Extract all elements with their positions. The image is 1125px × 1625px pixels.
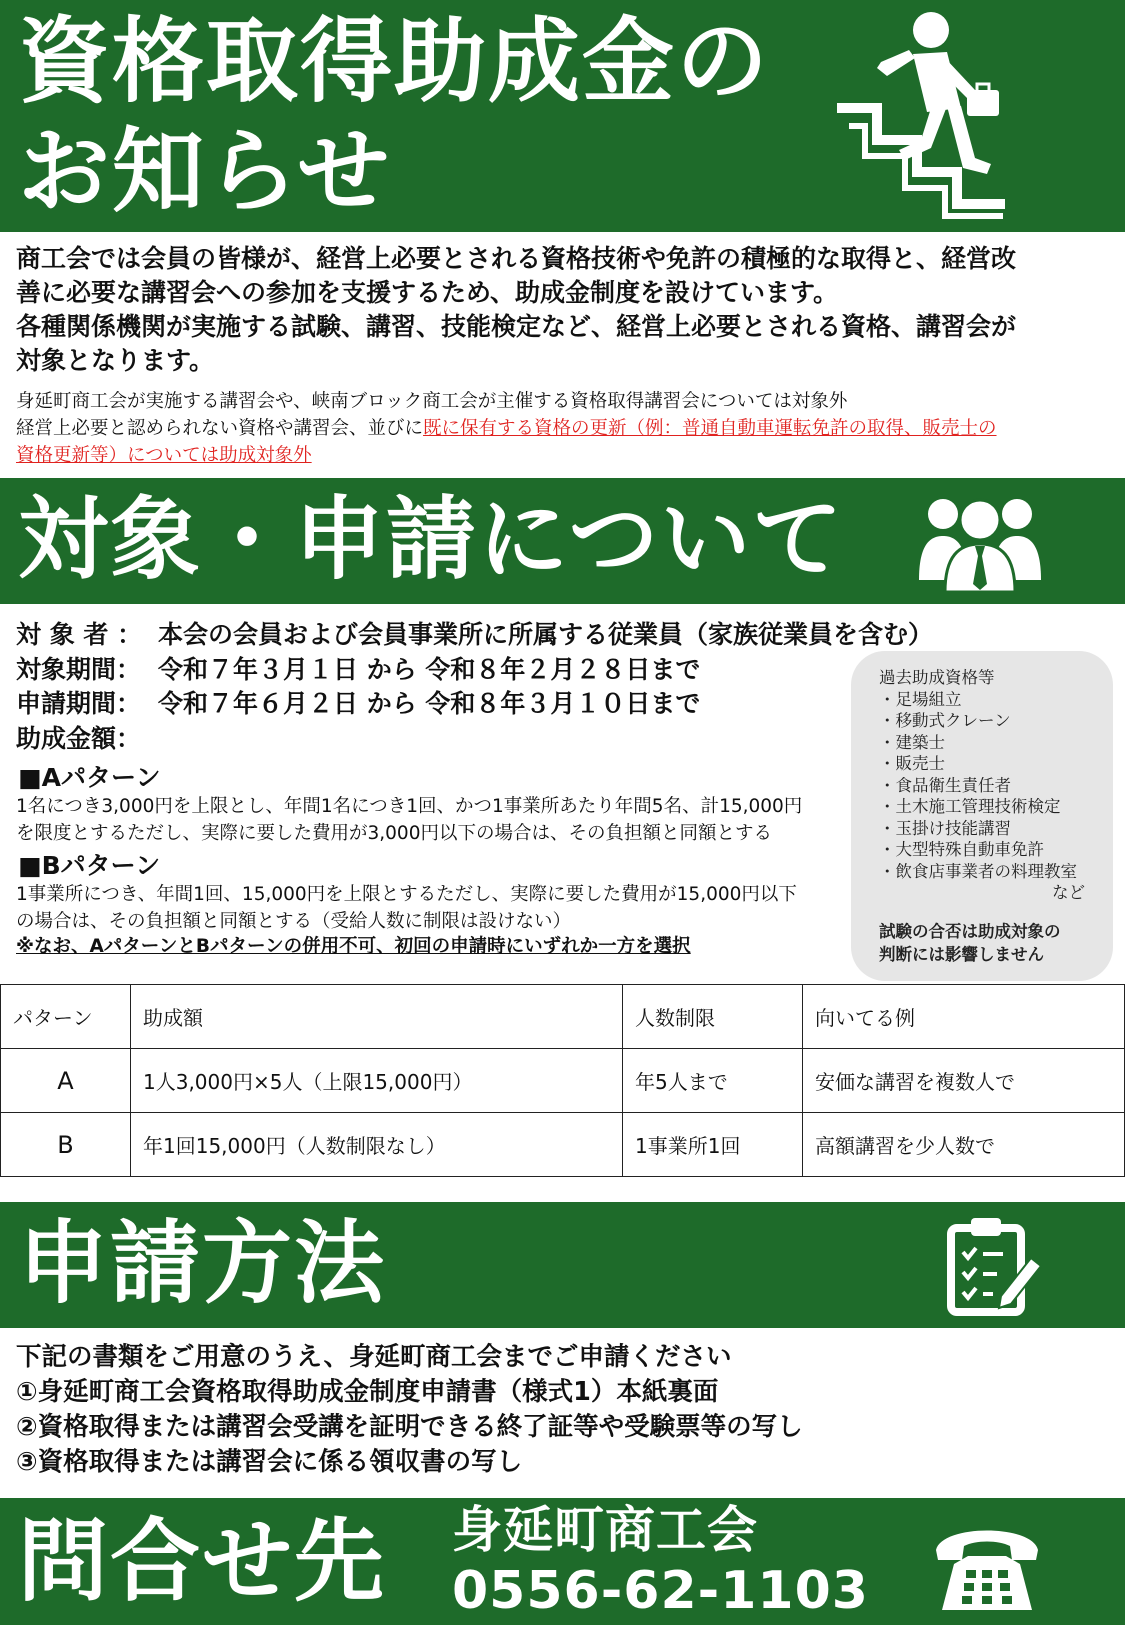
- pattern-b-text: [16, 881, 856, 935]
- period-value: 令和７年３月１日 から 令和８年２月２８日まで: [158, 654, 701, 684]
- stair-climbing-businessman-icon: [835, 8, 1035, 220]
- pattern-a-text: [16, 793, 856, 847]
- note-red-text: 既に保有する資格の更新（例：普通自動車運転免許の取得、販売士の: [423, 418, 997, 439]
- pattern-b-line: 1事業所につき、年間1回、15,000円を上限とするただし、実際に要した費用が15,000円以下: [16, 884, 797, 905]
- pattern-a-title: ■Aパターン: [18, 763, 161, 792]
- table-cell: 1事業所1回: [623, 1113, 803, 1177]
- section-title-method: 申請方法: [18, 1211, 386, 1316]
- page-title-line1: 資格取得助成金の: [18, 8, 771, 115]
- table-cell: 高額講習を少人数で: [803, 1113, 1125, 1177]
- pattern-b-line: の場合は、その負担額と同額とする（受給人数に制限は設けない）: [16, 911, 572, 932]
- method-item: ③資格取得または講習会に係る領収書の写し: [16, 1447, 523, 1477]
- intro-line: 対象となります。: [16, 346, 215, 375]
- table-header: 向いてる例: [803, 985, 1125, 1049]
- note-line: 経営上必要と認められない資格や講習会、並びに: [16, 418, 424, 439]
- past-qualifications-box: [851, 651, 1113, 981]
- telephone-icon: [932, 1516, 1042, 1616]
- pass-fail-note-line: 試験の合否は助成対象の: [879, 921, 1061, 941]
- contact-title: 問合せ先: [18, 1509, 386, 1614]
- table-cell: 1人3,000円×5人（上限15,000円）: [131, 1049, 623, 1113]
- page-title-line2: お知らせ: [18, 118, 392, 225]
- table-row: [1, 1113, 1125, 1177]
- method-item: ①身延町商工会資格取得助成金制度申請書（様式1）本紙裏面: [16, 1377, 719, 1407]
- section-method-band: [0, 1202, 1125, 1328]
- table-header-row: [1, 985, 1125, 1049]
- table-cell: 年5人まで: [623, 1049, 803, 1113]
- table-cell: B: [1, 1113, 131, 1177]
- target-label: 対 象 者 ：: [16, 620, 143, 649]
- list-item: ・建築士: [879, 732, 945, 752]
- clipboard-checklist-icon: [945, 1214, 1045, 1318]
- section-target-band: [0, 478, 1125, 604]
- past-qualifications-title: 過去助成資格等: [879, 668, 995, 687]
- section-title-target: 対象・申請について: [18, 487, 845, 592]
- exclusion-notes: [16, 388, 1112, 469]
- combination-warning: ※なお、AパターンとBパターンの併用不可、初回の申請時にいずれか一方を選択: [16, 936, 691, 957]
- contact-organization: 身延町商工会: [452, 1501, 758, 1559]
- table-header: 助成額: [131, 985, 623, 1049]
- period-label: 対象期間：: [16, 654, 142, 684]
- table-cell: A: [1, 1049, 131, 1113]
- pattern-a-line: を限度とするただし、実際に要した費用が3,000円以下の場合は、その負担額と同額とする: [16, 823, 772, 844]
- pass-fail-note: [879, 920, 1113, 966]
- past-qualifications-list: [879, 689, 1113, 883]
- list-item: ・食品衛生責任者: [879, 775, 1011, 795]
- table-header: 人数制限: [623, 985, 803, 1049]
- note-red-text: 資格更新等）については助成対象外: [16, 445, 312, 466]
- apply-value: 令和７年６月２日 から 令和８年３月１０日まで: [158, 689, 701, 718]
- list-item: ・足場組立: [879, 689, 962, 709]
- list-item: ・大型特殊自動車免許: [879, 840, 1044, 859]
- intro-line: 各種関係機関が実施する試験、講習、技能検定など、経営上必要とされる資格、講習会が: [16, 312, 1017, 341]
- pattern-a-line: 1名につき3,000円を上限とし、年間1名につき1回、かつ1事業所あたり年間5名、計15,000円: [16, 796, 803, 817]
- method-item: ②資格取得または講習会受講を証明できる終了証等や受験票等の写し: [16, 1412, 803, 1442]
- pattern-b-title: ■Bパターン: [18, 851, 161, 880]
- people-group-icon: [915, 484, 1045, 594]
- intro-line: 善に必要な講習会への参加を支援するため、助成金制度を設けています。: [16, 278, 839, 307]
- list-item: ・飲食店事業者の料理教室: [879, 861, 1077, 881]
- etc-text: など: [1052, 883, 1085, 902]
- list-item: ・販売士: [879, 754, 945, 773]
- apply-label: 申請期間：: [16, 689, 142, 718]
- list-item: ・玉掛け技能講習: [879, 818, 1011, 838]
- intro-line: 商工会では会員の皆様が、経営上必要とされる資格技術や免許の積極的な取得と、経営改: [16, 244, 1017, 273]
- table-cell: 年1回15,000円（人数制限なし）: [131, 1113, 623, 1177]
- note-line: 身延町商工会が実施する講習会や、峡南ブロック商工会が主催する資格取得講習会については対象外: [16, 391, 848, 412]
- application-method: [16, 1340, 803, 1480]
- list-item: ・移動式クレーン: [879, 711, 1011, 730]
- table-cell: 安価な講習を複数人で: [803, 1049, 1125, 1113]
- list-item: ・土木施工管理技術検定: [879, 797, 1061, 816]
- target-value: 本会の会員および会員事業所に所属する従業員（家族従業員を含む）: [158, 620, 934, 649]
- pass-fail-note-line: 判断には影響しません: [879, 944, 1044, 964]
- table-header: パターン: [1, 985, 131, 1049]
- amount-label: 助成金額：: [16, 723, 142, 753]
- pattern-comparison-table: [0, 984, 1125, 1177]
- intro-text: [16, 242, 1112, 378]
- table-row: [1, 1049, 1125, 1113]
- header-band: [0, 0, 1125, 232]
- contact-phone-number[interactable]: 0556-62-1103: [452, 1561, 869, 1621]
- method-intro: 下記の書類をご用意のうえ、身延町商工会までご申請ください: [16, 1342, 732, 1372]
- contact-band: [0, 1498, 1125, 1625]
